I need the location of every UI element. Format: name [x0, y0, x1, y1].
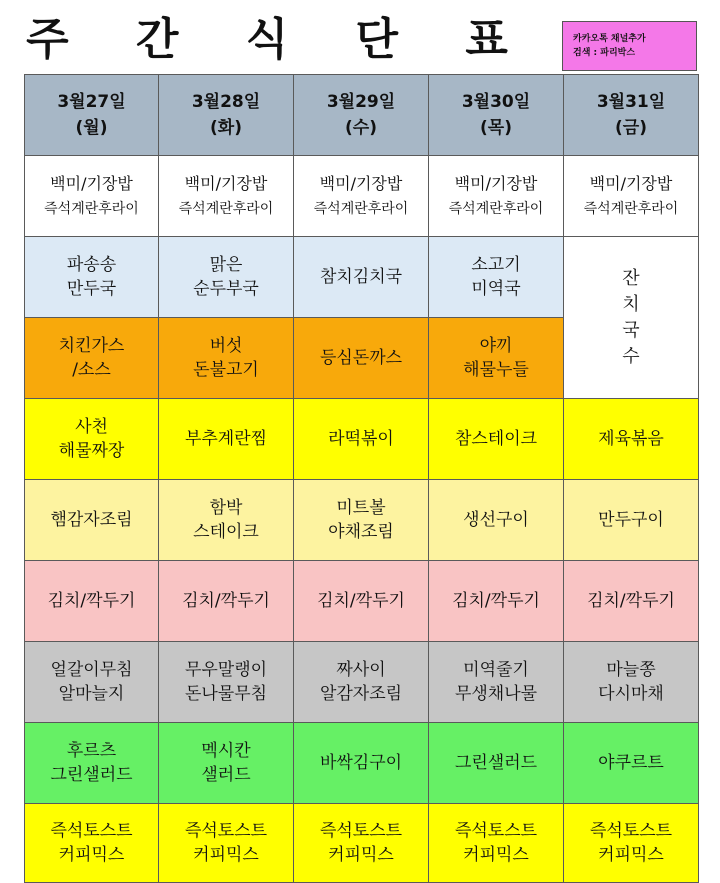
day-header	[564, 75, 699, 156]
page-title: 주 간 식 단 표	[26, 14, 534, 65]
rice-line: 백미/기장밥	[319, 173, 403, 193]
kimchi-cell: 김치/깍두기	[294, 561, 429, 642]
side-dish-cell: 미트볼 야채조림	[294, 480, 429, 561]
side-dish-cell: 마늘쫑 다시마채	[564, 642, 699, 723]
day-header	[25, 75, 159, 156]
date-header-row	[25, 75, 699, 156]
kimchi-cell: 김치/깍두기	[25, 561, 159, 642]
egg-line: 즉석계란후라이	[448, 200, 544, 217]
salad-cell: 바싹김구이	[294, 723, 429, 804]
side-dish-cell: 참스테이크	[429, 399, 564, 480]
soup-row	[25, 237, 699, 318]
friday-noodle-cell: 잔 치 국 수	[564, 237, 699, 399]
day-weekday: (목)	[480, 118, 512, 138]
day-date: 3월30일	[461, 92, 531, 112]
rice-cell	[25, 156, 159, 237]
badge-line-2: 검색 : 파리박스	[573, 48, 636, 58]
side-dish-row-2	[25, 480, 699, 561]
salad-cell: 그린샐러드	[429, 723, 564, 804]
rice-line: 백미/기장밥	[50, 173, 133, 193]
day-weekday: (금)	[615, 118, 647, 138]
kimchi-cell: 김치/깍두기	[429, 561, 564, 642]
day-header	[294, 75, 429, 156]
toast-cell: 즉석토스트 커피믹스	[25, 804, 159, 883]
kimchi-cell: 김치/깍두기	[564, 561, 699, 642]
day-header	[429, 75, 564, 156]
rice-row	[25, 156, 699, 237]
day-date: 3월28일	[191, 92, 261, 112]
side-dish-cell: 얼갈이무침 알마늘지	[25, 642, 159, 723]
main-dish-cell: 등심돈까스	[294, 318, 429, 399]
egg-line: 즉석계란후라이	[44, 200, 139, 217]
side-dish-row-3	[25, 642, 699, 723]
toast-cell: 즉석토스트 커피믹스	[294, 804, 429, 883]
main-dish-cell: 치킨가스 /소스	[25, 318, 159, 399]
salad-cell: 야쿠르트	[564, 723, 699, 804]
kimchi-row	[25, 561, 699, 642]
side-dish-row-1	[25, 399, 699, 480]
side-dish-cell: 부추계란찜	[159, 399, 294, 480]
soup-cell: 소고기 미역국	[429, 237, 564, 318]
day-date: 3월31일	[596, 92, 666, 112]
egg-line: 즉석계란후라이	[583, 200, 679, 217]
salad-cell: 멕시칸 샐러드	[159, 723, 294, 804]
main-dish-cell: 버섯 돈불고기	[159, 318, 294, 399]
channel-badge	[562, 21, 697, 71]
kimchi-cell: 김치/깍두기	[159, 561, 294, 642]
side-dish-cell: 제육볶음	[564, 399, 699, 480]
side-dish-cell: 라떡볶이	[294, 399, 429, 480]
egg-line: 즉석계란후라이	[178, 200, 274, 217]
rice-line: 백미/기장밥	[454, 173, 538, 193]
toast-row	[25, 804, 699, 883]
salad-cell: 후르츠 그린샐러드	[25, 723, 159, 804]
day-weekday: (수)	[345, 118, 377, 138]
rice-cell	[294, 156, 429, 237]
soup-cell: 맑은 순두부국	[159, 237, 294, 318]
day-date: 3월27일	[57, 92, 126, 112]
soup-cell: 참치김치국	[294, 237, 429, 318]
rice-line: 백미/기장밥	[589, 173, 673, 193]
side-dish-cell: 무우말랭이 돈나물무침	[159, 642, 294, 723]
day-header	[159, 75, 294, 156]
weekly-menu-table	[24, 74, 699, 883]
toast-cell: 즉석토스트 커피믹스	[429, 804, 564, 883]
soup-cell: 파송송 만두국	[25, 237, 159, 318]
main-dish-cell: 야끼 해물누들	[429, 318, 564, 399]
side-dish-cell: 사천 해물짜장	[25, 399, 159, 480]
day-weekday: (월)	[75, 118, 108, 138]
rice-cell	[429, 156, 564, 237]
day-weekday: (화)	[210, 118, 242, 138]
side-dish-cell: 만두구이	[564, 480, 699, 561]
toast-cell: 즉석토스트 커피믹스	[159, 804, 294, 883]
rice-line: 백미/기장밥	[184, 173, 268, 193]
side-dish-cell: 미역줄기 무생채나물	[429, 642, 564, 723]
toast-cell: 즉석토스트 커피믹스	[564, 804, 699, 883]
side-dish-cell: 짜사이 알감자조림	[294, 642, 429, 723]
side-dish-cell: 함박 스테이크	[159, 480, 294, 561]
day-date: 3월29일	[326, 92, 396, 112]
salad-row	[25, 723, 699, 804]
egg-line: 즉석계란후라이	[313, 200, 409, 217]
side-dish-cell: 생선구이	[429, 480, 564, 561]
rice-cell	[564, 156, 699, 237]
rice-cell	[159, 156, 294, 237]
side-dish-cell: 햄감자조림	[25, 480, 159, 561]
badge-line-1: 카카오톡 채널추가	[573, 34, 646, 44]
